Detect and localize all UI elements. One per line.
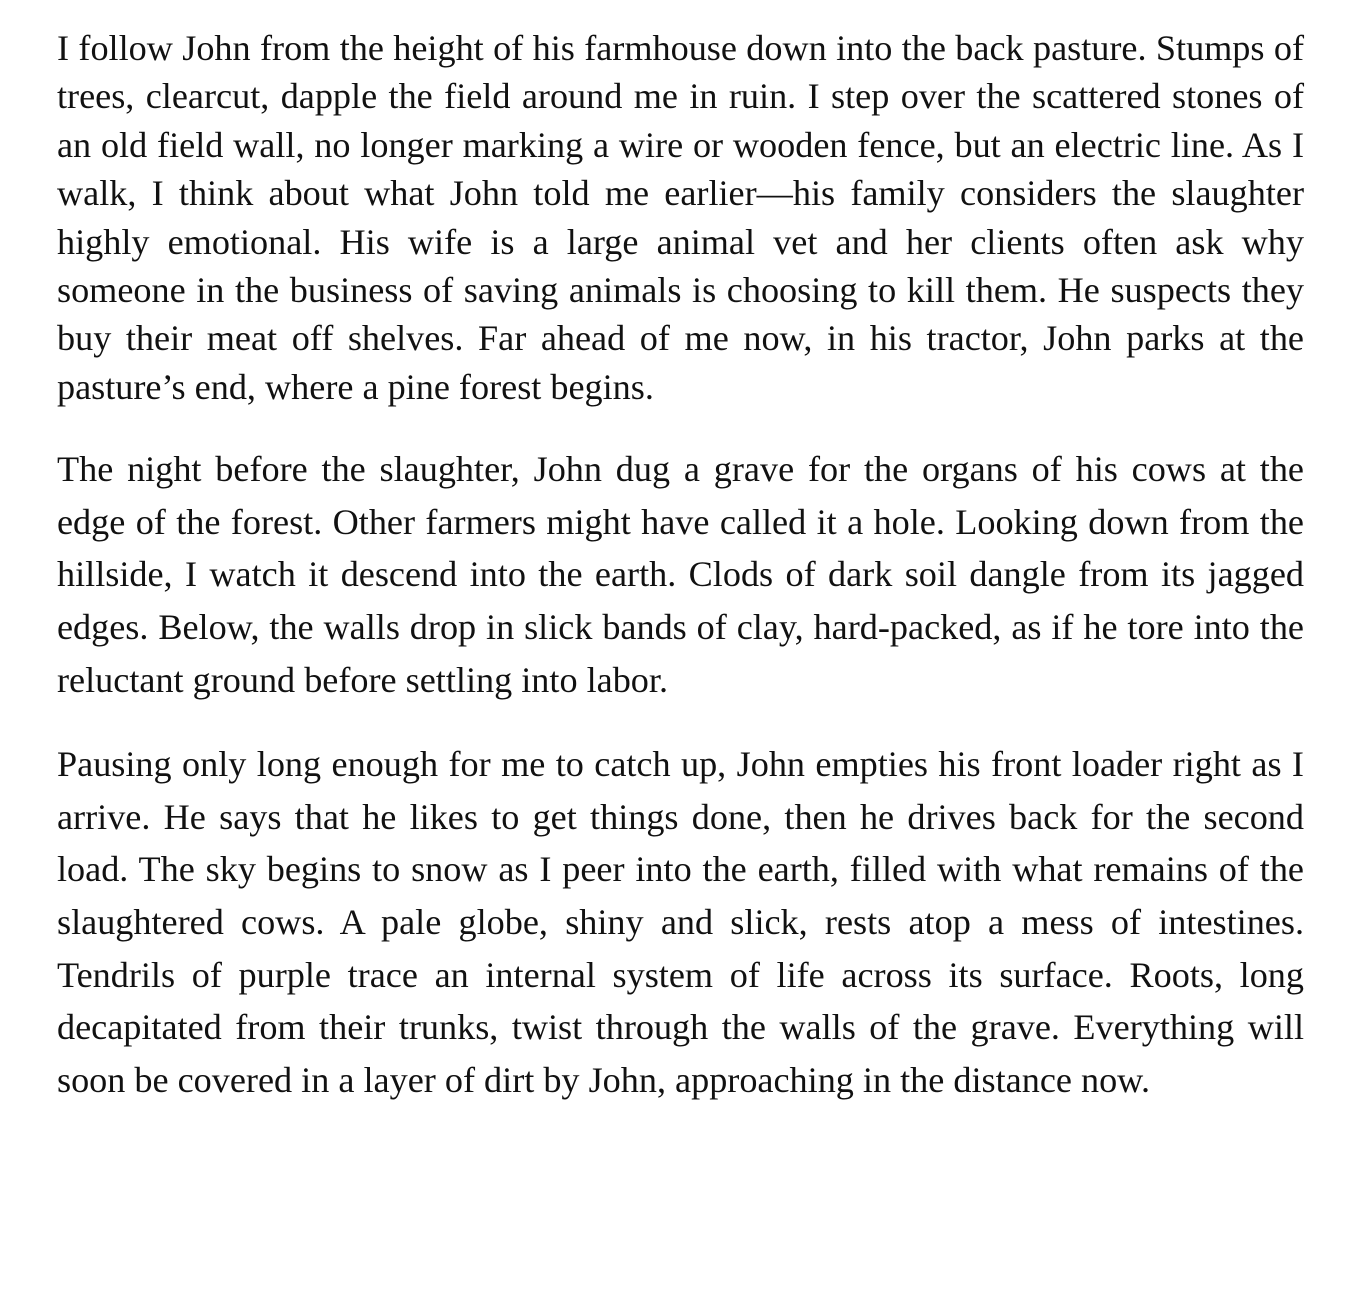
paragraph-2: The night before the slaughter, John dug a grave for the organs of his cows at the edge of the forest. Other farmers might have called it a hole. Looking down from the hillside, I watch it descend into the earth. Clods of dark soil dangle from its jagged edges. Below, the walls drop in slick bands of clay, hard-packed, as if he tore into the reluctant ground before settling into labor.	[57, 449, 1304, 700]
document-page	[57, 24, 1304, 1106]
paragraph-1: I follow John from the height of his farmhouse down into the back pasture. Stumps of trees, clearcut, dapple the field around me in ruin. I step over the scattered stones of an old field wall, no longer marking a wire or wooden fence, but an electric line. As I walk, I think about what John told me earlier—his family considers the slaughter highly emotional. His wife is a large animal vet and her clients often ask why someone in the business of saving animals is choosing to kill them. He suspects they buy their meat off shelves. Far ahead of me now, in his tractor, John parks at the pasture’s end, where a pine forest begins.	[57, 28, 1304, 407]
paragraph-3: Pausing only long enough for me to catch up, John empties his front loader right as I arrive. He says that he likes to get things done, then he drives back for the second load. The sky begins to snow as I peer into the earth, filled with what remains of the slaughtered cows. A pale globe, shiny and slick, rests atop a mess of intestines. Tendrils of purple trace an internal system of life across its surface. Roots, long decapitated from their trunks, twist through the walls of the grave. Everything will soon be covered in a layer of dirt by John, approaching in the distance now.	[57, 744, 1304, 1100]
